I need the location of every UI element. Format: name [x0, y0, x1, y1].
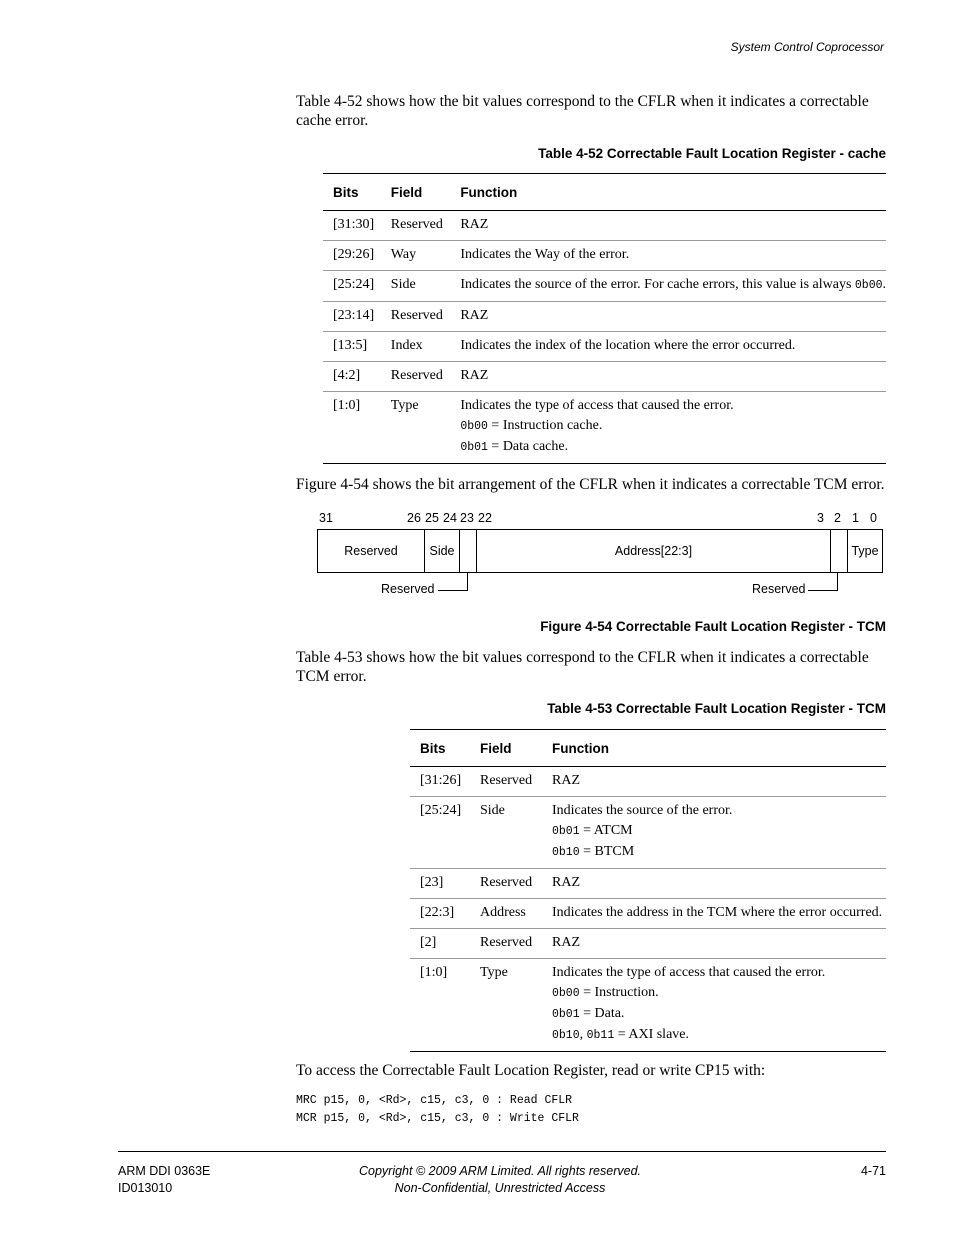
code-value: 0b00	[854, 279, 883, 292]
function-text: Indicates the source of the error. For cache errors, this value is always	[460, 277, 855, 292]
field-cell: Type	[381, 392, 451, 464]
code-value: 0b01	[552, 1008, 580, 1021]
function-text: Indicates the source of the error.	[552, 803, 733, 818]
bit-number-3: 3	[817, 511, 824, 525]
footer-center	[300, 1163, 700, 1197]
field-divider	[830, 530, 831, 572]
function-text: Indicates the Way of the error.	[460, 247, 630, 262]
function-cell	[450, 211, 886, 241]
function-cell	[450, 332, 886, 362]
value-text: = Instruction.	[579, 985, 659, 1000]
paragraph-access: To access the Correctable Fault Location Register, read or write CP15 with:	[296, 1062, 766, 1079]
column-header-field: Field	[470, 730, 542, 767]
field-cell: Type	[470, 959, 542, 1052]
column-header-bits: Bits	[410, 730, 470, 767]
paragraph-intro-tcm: Table 4-53 shows how the bit values correspond to the CFLR when it indicates a correctable TCM error.	[296, 649, 869, 685]
bit-number-22: 22	[478, 511, 492, 525]
function-cell	[450, 362, 886, 392]
field-cell: Address	[470, 899, 542, 929]
reserved-label-bit2: Reserved	[752, 582, 806, 596]
table-caption-cache: Table 4-52 Correctable Fault Location Register - cache	[538, 146, 886, 161]
bits-cell: [25:24]	[410, 797, 470, 869]
function-text: RAZ	[460, 368, 489, 383]
code-value: 0b01	[460, 441, 488, 454]
function-cell	[450, 271, 886, 302]
table-cache	[323, 173, 886, 464]
function-cell	[450, 392, 886, 464]
reserved-label-bit23: Reserved	[381, 582, 435, 596]
copyright: Copyright © 2009 ARM Limited. All rights reserved.	[358, 1164, 641, 1178]
column-header-field: Field	[381, 174, 451, 211]
leader-line	[438, 590, 468, 591]
function-cell	[542, 767, 886, 797]
code-line: MRC p15, 0, <Rd>, c15, c3, 0 : Read CFLR	[296, 1094, 573, 1107]
function-text: RAZ	[460, 308, 489, 323]
field-divider	[459, 530, 460, 572]
bits-cell: [29:26]	[323, 241, 381, 271]
leader-line	[808, 590, 838, 591]
field-cell: Reserved	[470, 767, 542, 797]
function-cell	[450, 302, 886, 332]
code-value: 0b10	[552, 1029, 580, 1042]
bit-number-1: 1	[852, 511, 859, 525]
field-cell: Reserved	[470, 869, 542, 899]
value-line	[552, 1025, 886, 1046]
value-line	[460, 437, 886, 458]
function-text: RAZ	[460, 217, 489, 232]
table-header-row	[410, 730, 886, 767]
bits-cell: [31:30]	[323, 211, 381, 241]
function-text: RAZ	[552, 935, 580, 950]
footer-rule	[118, 1151, 886, 1152]
function-text: Indicates the type of access that caused the error.	[460, 398, 734, 413]
table-row	[323, 211, 886, 241]
table-row	[410, 929, 886, 959]
code-block	[296, 1092, 579, 1128]
function-text: RAZ	[552, 773, 580, 788]
table-header-row	[323, 174, 886, 211]
bits-cell: [1:0]	[410, 959, 470, 1052]
bit-number-26: 26	[407, 511, 421, 525]
table-tcm	[410, 729, 886, 1052]
leader-line	[837, 573, 838, 591]
bit-number-31: 31	[319, 511, 333, 525]
function-cell	[542, 869, 886, 899]
function-text: RAZ	[552, 875, 580, 890]
value-line	[552, 983, 886, 1004]
table-row	[323, 241, 886, 271]
field-side: Side	[429, 544, 455, 558]
register-box	[317, 529, 883, 573]
function-cell	[542, 899, 886, 929]
code-value: 0b10	[552, 846, 580, 859]
value-text: = ATCM	[579, 823, 633, 838]
value-line	[552, 842, 886, 863]
doc-id: ARM DDI 0363E	[118, 1164, 211, 1178]
table-row	[323, 392, 886, 464]
footer-left	[118, 1163, 210, 1197]
code-value: 0b00	[552, 987, 580, 1000]
function-cell	[542, 959, 886, 1052]
function-text: Indicates the address in the TCM where the error occurred.	[552, 905, 883, 920]
field-cell: Index	[381, 332, 451, 362]
value-text: = Data cache.	[487, 439, 569, 454]
bit-number-0: 0	[870, 511, 877, 525]
bit-number-2: 2	[834, 511, 841, 525]
value-line	[460, 416, 886, 437]
bit-number-23: 23	[460, 511, 474, 525]
page-number: 4-71	[860, 1164, 886, 1178]
bits-cell: [22:3]	[410, 899, 470, 929]
field-cell: Reserved	[381, 362, 451, 392]
table-row	[410, 869, 886, 899]
bits-cell: [25:24]	[323, 271, 381, 302]
table-row	[410, 767, 886, 797]
field-cell: Reserved	[381, 211, 451, 241]
column-header-function: Function	[450, 174, 886, 211]
bits-cell: [23]	[410, 869, 470, 899]
leader-line	[467, 573, 468, 591]
bit-number-25: 25	[425, 511, 439, 525]
value-text: = BTCM	[579, 844, 635, 859]
value-text: = Data.	[579, 1006, 625, 1021]
field-address: Address[22:3]	[614, 544, 693, 558]
bits-cell: [1:0]	[323, 392, 381, 464]
value-line	[552, 821, 886, 842]
function-cell	[542, 929, 886, 959]
table-row	[323, 302, 886, 332]
table-row	[323, 332, 886, 362]
function-text: Indicates the type of access that caused the error.	[552, 965, 826, 980]
value-text: = Instruction cache.	[487, 418, 603, 433]
field-cell: Reserved	[381, 302, 451, 332]
code-value: 0b11	[586, 1029, 615, 1042]
column-header-bits: Bits	[323, 174, 381, 211]
paragraph-intro-cache: Table 4-52 shows how the bit values correspond to the CFLR when it indicates a correctable cache error.	[296, 93, 869, 129]
field-cell: Way	[381, 241, 451, 271]
function-cell	[542, 797, 886, 869]
code-line: MCR p15, 0, <Rd>, c15, c3, 0 : Write CFLR	[296, 1112, 579, 1125]
running-header: System Control Coprocessor	[730, 40, 884, 54]
function-tail: .	[882, 277, 886, 292]
confidentiality: Non-Confidential, Unrestricted Access	[394, 1181, 606, 1195]
issue-id: ID013010	[118, 1181, 173, 1195]
field-cell: Reserved	[470, 929, 542, 959]
bit-number-24: 24	[443, 511, 457, 525]
column-header-function: Function	[542, 730, 886, 767]
value-text: = AXI slave.	[614, 1027, 689, 1042]
value-line	[552, 1004, 886, 1025]
paragraph-intro-figure: Figure 4-54 shows the bit arrangement of the CFLR when it indicates a correctable TCM error.	[296, 476, 885, 493]
table-row	[410, 899, 886, 929]
code-value: 0b00	[460, 420, 488, 433]
function-text: Indicates the index of the location where the error occurred.	[460, 338, 796, 353]
table-row	[410, 959, 886, 1052]
bits-cell: [2]	[410, 929, 470, 959]
field-cell: Side	[381, 271, 451, 302]
figure-caption: Figure 4-54 Correctable Fault Location Register - TCM	[540, 619, 886, 634]
bits-cell: [31:26]	[410, 767, 470, 797]
bits-cell: [4:2]	[323, 362, 381, 392]
function-cell	[450, 241, 886, 271]
field-reserved: Reserved	[344, 544, 398, 558]
bits-cell: [13:5]	[323, 332, 381, 362]
field-cell: Side	[470, 797, 542, 869]
table-caption-tcm: Table 4-53 Correctable Fault Location Register - TCM	[547, 701, 886, 716]
table-row	[410, 797, 886, 869]
table-row	[323, 362, 886, 392]
field-type: Type	[851, 544, 879, 558]
code-value: 0b01	[552, 825, 580, 838]
separator: ,	[579, 1027, 587, 1042]
table-row	[323, 271, 886, 302]
bits-cell: [23:14]	[323, 302, 381, 332]
